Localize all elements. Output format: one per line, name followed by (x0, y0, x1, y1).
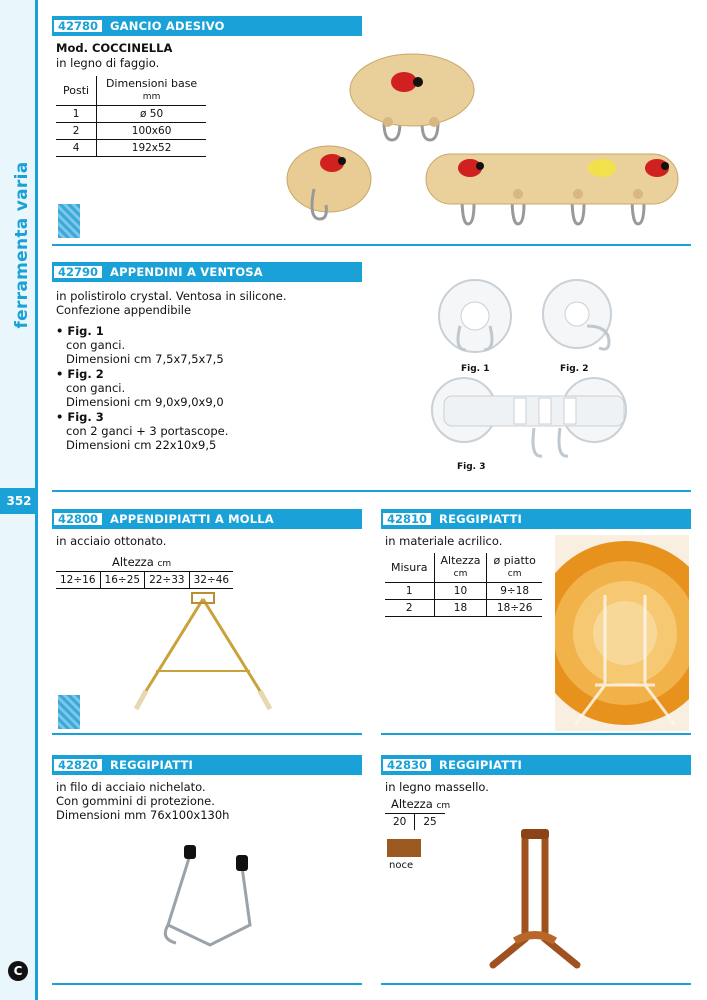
section-header (52, 16, 362, 36)
section-header (381, 509, 691, 529)
table-cell: ø 50 (140, 108, 164, 120)
table-cell: 10 (434, 583, 487, 600)
fig-label: • Fig. 2 (56, 367, 104, 381)
col-header: Posti (56, 76, 97, 106)
description: in polistirolo crystal. Ventosa in silicone. (56, 289, 287, 303)
section-42820 (52, 755, 362, 985)
fig-caption: Fig. 2 (560, 364, 589, 374)
section-title: REGGIPIATTI (439, 758, 523, 772)
section-42800 (52, 509, 362, 735)
section-42810 (381, 509, 691, 735)
col-header (434, 553, 487, 583)
certification-icon (58, 204, 80, 238)
col-header-label: ø piatto (493, 554, 536, 567)
dimensions-table (56, 76, 206, 157)
section-42830 (381, 755, 691, 985)
height-label-unit: cm (436, 801, 451, 811)
col-header-unit: mm (142, 92, 161, 102)
product-code: 42790 (52, 264, 104, 280)
product-code: 42830 (381, 757, 433, 773)
col-header-unit: cm (507, 569, 522, 579)
height-label (391, 797, 450, 813)
size-cell: 22÷33 (145, 572, 190, 589)
section-title: APPENDINI A VENTOSA (110, 265, 263, 279)
section-header (52, 262, 362, 282)
product-code: 42820 (52, 757, 104, 773)
acrylic-plate-stand-image (555, 535, 689, 731)
table-cell: 2 (56, 123, 97, 140)
col-header: Misura (385, 553, 434, 583)
certification-icon (58, 695, 80, 729)
page-number: 352 (0, 488, 38, 514)
fig-desc: Dimensioni cm 22x10x9,5 (66, 438, 217, 452)
product-code: 42780 (52, 18, 104, 34)
height-label-unit: cm (157, 559, 172, 569)
table-cell: 18÷26 (496, 602, 533, 614)
section-42790 (52, 262, 691, 492)
description: in acciaio ottonato. (56, 534, 167, 548)
sizes-table (385, 813, 445, 830)
table-cell: 192x52 (131, 142, 172, 154)
fig-desc: Dimensioni cm 7,5x7,5x7,5 (66, 352, 224, 366)
description: Con gommini di protezione. (56, 794, 215, 808)
spring-plate-hanger-image (128, 591, 278, 716)
table-cell: 18 (434, 600, 487, 617)
fig-label: • Fig. 3 (56, 410, 104, 424)
wood-color-swatch (387, 839, 421, 857)
fig-desc: con ganci. (66, 381, 126, 395)
suction-hook-fig3-image (424, 376, 634, 466)
table-cell: 1 (385, 583, 434, 600)
table-cell: 1 (56, 106, 97, 123)
col-header (487, 553, 542, 583)
size-cell: 16÷25 (100, 572, 145, 589)
col-header (97, 76, 206, 106)
section-title: APPENDIPIATTI A MOLLA (110, 512, 274, 526)
section-title: REGGIPIATTI (439, 512, 523, 526)
section-header (52, 509, 362, 529)
col-header-label: Dimensioni base (105, 77, 198, 90)
description: in legno di faggio. (56, 56, 160, 70)
section-42780 (52, 16, 691, 246)
table-cell: 100x60 (131, 125, 172, 137)
height-label-text: Altezza (112, 555, 154, 569)
section-header (381, 755, 691, 775)
fig-label: • Fig. 1 (56, 324, 104, 338)
size-cell: 32÷46 (193, 574, 230, 586)
ladybug-hook-image-4 (422, 146, 682, 236)
fig-desc: Dimensioni cm 9,0x9,0x9,0 (66, 395, 224, 409)
table-cell: 2 (385, 600, 434, 617)
table-cell: 9÷18 (500, 585, 530, 597)
description: in legno massello. (385, 780, 489, 794)
description: Confezione appendibile (56, 303, 192, 317)
description: Dimensioni mm 76x100x130h (56, 808, 230, 822)
wire-plate-stand-image (150, 845, 270, 955)
description: in materiale acrilico. (385, 534, 503, 548)
sizes-table (385, 553, 542, 617)
sizes-table (56, 571, 233, 589)
col-header-unit: cm (453, 569, 468, 579)
description: in filo di acciaio nichelato. (56, 780, 206, 794)
section-title: REGGIPIATTI (110, 758, 194, 772)
section-header (52, 755, 362, 775)
fig-caption: Fig. 3 (457, 462, 486, 472)
ladybug-hook-image-1 (284, 141, 374, 231)
col-header-label: Altezza (440, 554, 481, 567)
size-cell: 25 (423, 816, 437, 828)
wooden-plate-stand-image (485, 829, 585, 975)
table-cell: 4 (56, 140, 97, 157)
height-label-text: Altezza (391, 797, 433, 811)
fig-desc: con ganci. (66, 338, 126, 352)
suction-hook-fig1-image (430, 276, 520, 366)
suction-hook-fig2-image (537, 276, 627, 366)
product-code: 42810 (381, 511, 433, 527)
ladybug-hook-image-2 (342, 52, 482, 152)
swatch-label: noce (389, 860, 414, 871)
model-name: Mod. COCCINELLA (56, 41, 173, 55)
size-cell: 12÷16 (56, 572, 100, 589)
fig-desc: con 2 ganci + 3 portascope. (66, 424, 229, 438)
fig-caption: Fig. 1 (461, 364, 490, 374)
copyright-icon: C (8, 961, 28, 981)
product-code: 42800 (52, 511, 104, 527)
size-cell: 20 (385, 814, 415, 831)
sidebar-title: ferramenta varia (12, 161, 32, 329)
height-label (112, 555, 171, 571)
section-title: GANCIO ADESIVO (110, 19, 225, 33)
